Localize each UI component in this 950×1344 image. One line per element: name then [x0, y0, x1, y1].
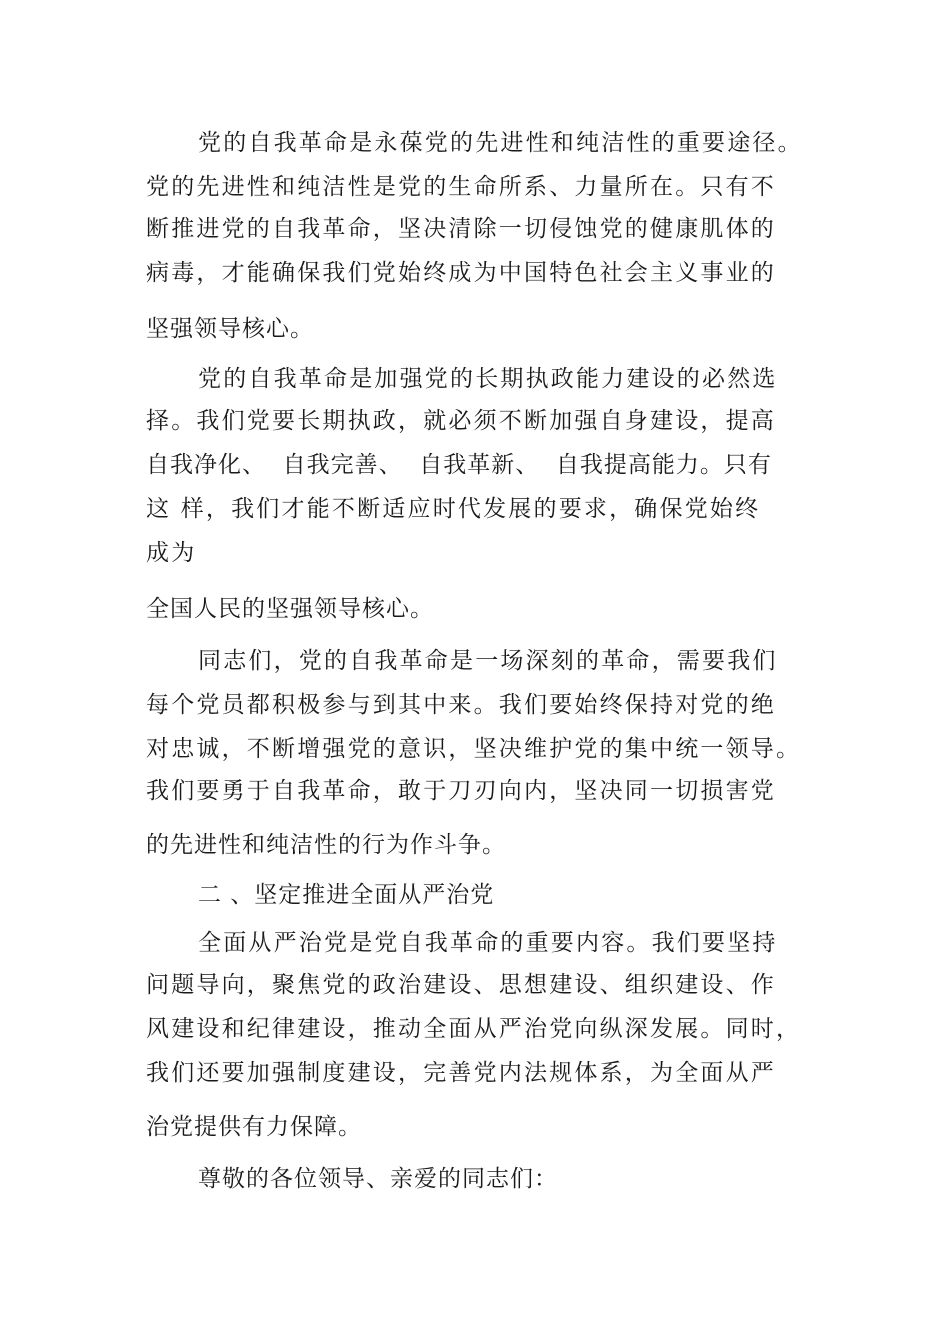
p2-line-3: 自我净化、 自我完善、 自我革新、 自我提高能力。只有: [146, 452, 772, 478]
p3-line-1: 同志们，党的自我革命是一场深刻的革命，需要我们: [198, 648, 778, 674]
p3-line-5: 的先进性和纯洁性的行为作斗争。: [146, 832, 506, 858]
p3-line-2: 每个党员都积极参与到其中来。我们要始终保持对党的绝: [146, 692, 776, 718]
p2-line-5: 成为: [146, 540, 197, 566]
p2-line-2: 择。我们党要长期执政，就必须不断加强自身建设，提高: [146, 408, 776, 434]
p1-line-3: 断推进党的自我革命，坚决清除一切侵蚀党的健康肌体的: [146, 216, 776, 242]
p3-line-3: 对忠诚，不断增强党的意识，坚决维护党的集中统一领导。: [146, 736, 802, 762]
p2-line-6: 全国人民的坚强领导核心。: [146, 596, 434, 622]
p3-line-4: 我们要勇于自我革命，敢于刀刃向内，坚决同一切损害党: [146, 778, 776, 804]
p5-line-4: 我们还要加强制度建设，完善党内法规体系，为全面从严: [146, 1060, 776, 1086]
p5-line-5: 治党提供有力保障。: [146, 1114, 362, 1140]
p5-line-2: 问题导向，聚焦党的政治建设、思想建设、组织建设、作: [146, 972, 776, 998]
salutation: 尊敬的各位领导、亲爱的同志们：: [198, 1166, 558, 1192]
p5-line-1: 全面从严治党是党自我革命的重要内容。我们要坚持: [198, 930, 778, 956]
p1-line-4: 病毒，才能确保我们党始终成为中国特色社会主义事业的: [146, 260, 776, 286]
p5-line-3: 风建设和纪律建设，推动全面从严治党向纵深发展。同时，: [146, 1016, 802, 1042]
p1-line-2: 党的先进性和纯洁性是党的生命所系、力量所在。只有不: [146, 174, 776, 200]
p1-line-5: 坚强领导核心。: [146, 316, 314, 342]
p2-line-1: 党的自我革命是加强党的长期执政能力建设的必然选: [198, 366, 778, 392]
p2-line-4: 这 样，我们才能不断适应时代发展的要求，确保党始终: [146, 496, 761, 522]
section-heading: 二 、坚定推进全面从严治党: [198, 882, 495, 908]
p1-line-1: 党的自我革命是永葆党的先进性和纯洁性的重要途径。: [198, 130, 803, 156]
